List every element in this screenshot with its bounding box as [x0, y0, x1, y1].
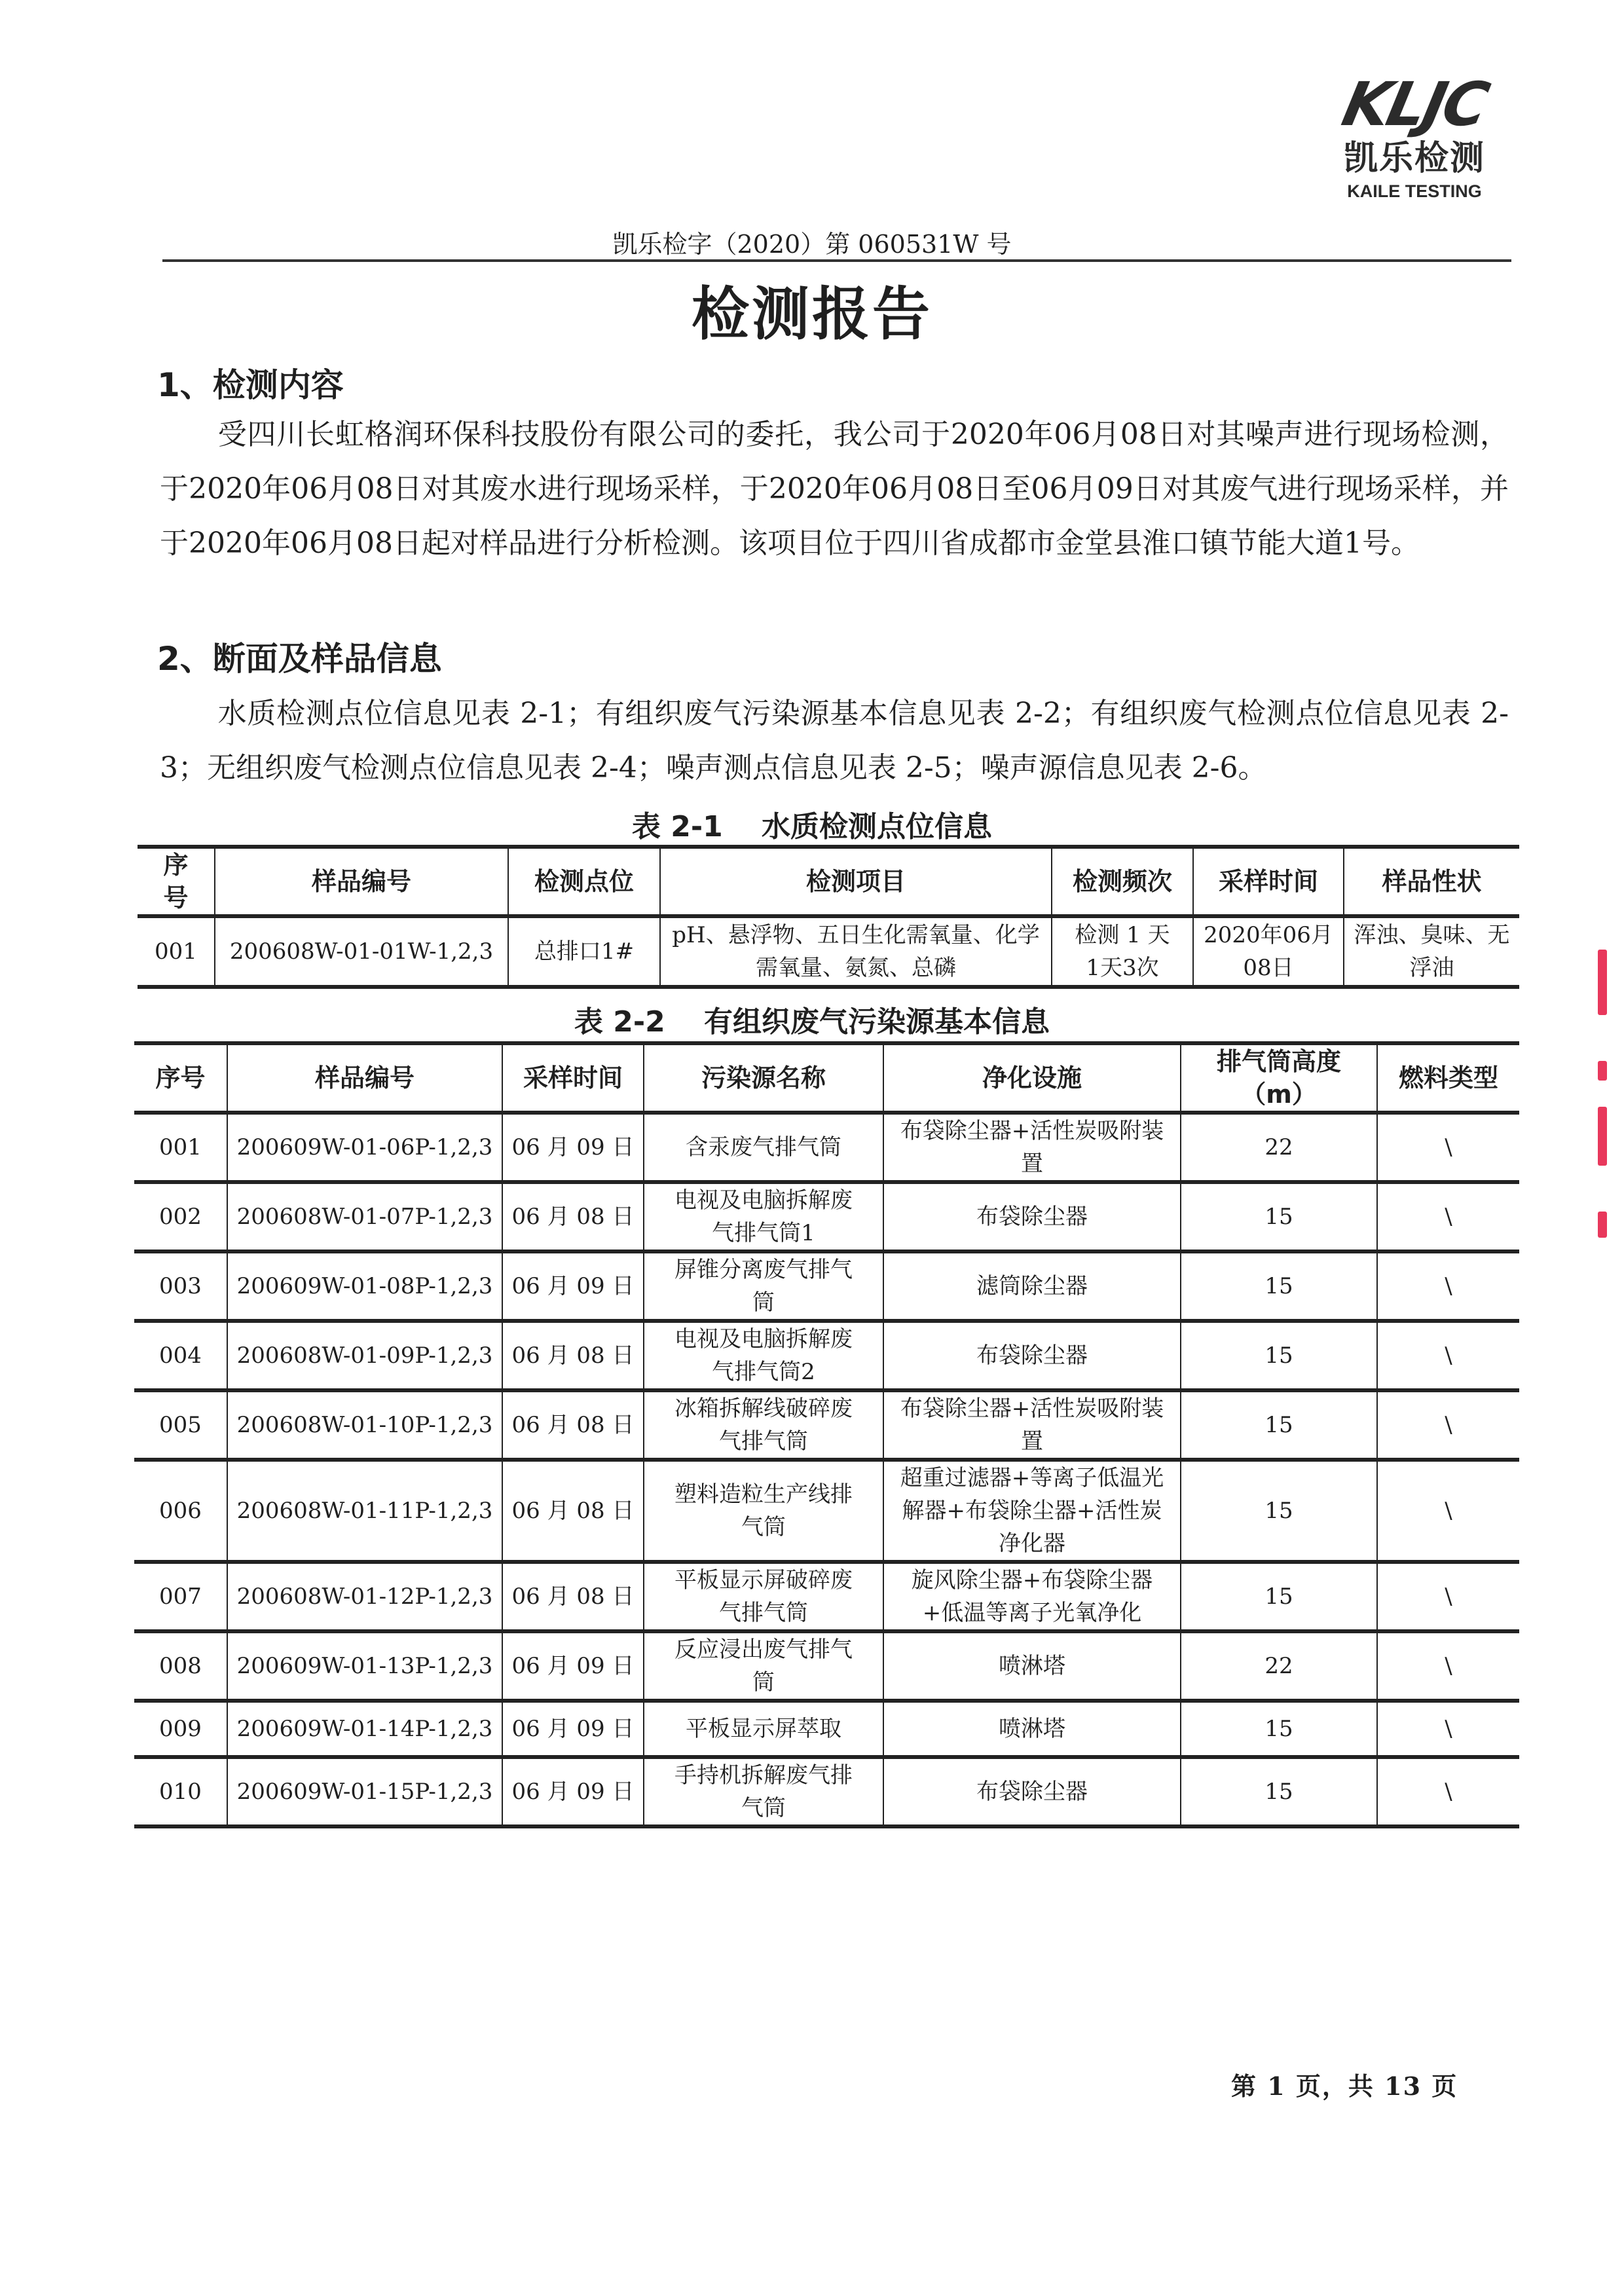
- cell-stack-height: 15: [1181, 1321, 1377, 1390]
- cell-stack-height: 15: [1181, 1562, 1377, 1631]
- cell-source-name: 塑料造粒生产线排气筒: [644, 1460, 883, 1562]
- section-2-body: [160, 686, 1509, 795]
- table-row: [138, 916, 1519, 987]
- cell-sampling-date: 06 月 08 日: [502, 1562, 644, 1631]
- header-cell: 样品编号: [215, 847, 508, 916]
- header-cell: 样品性状: [1344, 847, 1519, 916]
- section-1-body: [160, 407, 1509, 570]
- logo-name-cn: 凯乐检测: [1343, 139, 1485, 178]
- cell-fuel-type: \: [1377, 1390, 1519, 1460]
- table-row: [134, 1701, 1519, 1757]
- page-number: 第 1 页，共 13 页: [1231, 2071, 1458, 2101]
- cell-index: 002: [134, 1182, 227, 1251]
- header-cell: 燃料类型: [1377, 1043, 1519, 1113]
- cell-index: 001: [138, 916, 215, 987]
- cell-frequency: 检测 1 天 1天3次: [1052, 916, 1193, 987]
- cell-index: 009: [134, 1701, 227, 1757]
- header-cell: 样品编号: [227, 1043, 502, 1113]
- table-header-row: [134, 1043, 1519, 1113]
- cell-source-name: 含汞废气排气筒: [644, 1113, 883, 1182]
- cell-sampling-date: 06 月 09 日: [502, 1251, 644, 1321]
- cell-treatment: 布袋除尘器+活性炭吸附装置: [883, 1113, 1181, 1182]
- cell-sampling-date: 06 月 09 日: [502, 1757, 644, 1826]
- cell-treatment: 旋风除尘器+布袋除尘器+低温等离子光氧净化: [883, 1562, 1181, 1631]
- section-2-heading: 2、断面及样品信息: [157, 640, 442, 678]
- cell-treatment: 超重过滤器+等离子低温光解器+布袋除尘器+活性炭净化器: [883, 1460, 1181, 1562]
- cell-source-name: 冰箱拆解线破碎废气排气筒: [644, 1390, 883, 1460]
- section-1-heading: 1、检测内容: [157, 366, 344, 404]
- cell-index: 010: [134, 1757, 227, 1826]
- header-cell: 采样时间: [1193, 847, 1344, 916]
- cell-index: 003: [134, 1251, 227, 1321]
- header-cell: 检测频次: [1052, 847, 1193, 916]
- cell-sampling-date: 06 月 08 日: [502, 1182, 644, 1251]
- cell-sampling-date: 06 月 09 日: [502, 1631, 644, 1701]
- cell-source-name: 手持机拆解废气排气筒: [644, 1757, 883, 1826]
- cell-treatment: 喷淋塔: [883, 1701, 1181, 1757]
- cell-items: pH、悬浮物、五日生化需氧量、化学需氧量、氨氮、总磷: [660, 916, 1052, 987]
- header-cell: 序号: [138, 847, 215, 916]
- cell-sample-id: 200609W-01-13P-1,2,3: [227, 1631, 502, 1701]
- cell-index: 001: [134, 1113, 227, 1182]
- company-logo: [1323, 69, 1506, 203]
- cell-source-name: 屏锥分离废气排气筒: [644, 1251, 883, 1321]
- cell-stack-height: 15: [1181, 1390, 1377, 1460]
- cell-sample-id: 200608W-01-11P-1,2,3: [227, 1460, 502, 1562]
- table-2-2-caption: 表 2-2 有组织废气污染源基本信息: [574, 1005, 1050, 1039]
- section-1-text: 受四川长虹格润环保科技股份有限公司的委托，我公司于2020年06月08日对其噪声进行现场检测，于2020年06月08日对其废水进行现场采样，于2020年06月08日至06月09日对其废气进行现场采样，并于2020年06月08日起对样品进行分析检测。该项目位于四川省成都市金堂县淮口镇节能大道1号。: [160, 418, 1509, 560]
- cell-stack-height: 15: [1181, 1251, 1377, 1321]
- report-number: 凯乐检字（2020）第 060531W 号: [612, 230, 1012, 259]
- header-cell: 排气筒高度（m）: [1181, 1043, 1377, 1113]
- cell-stack-height: 15: [1181, 1701, 1377, 1757]
- cell-sample-id: 200609W-01-15P-1,2,3: [227, 1757, 502, 1826]
- cell-sample-state: 浑浊、臭味、无浮油: [1344, 916, 1519, 987]
- cell-sample-id: 200609W-01-08P-1,2,3: [227, 1251, 502, 1321]
- cell-sampling-date: 06 月 08 日: [502, 1460, 644, 1562]
- cell-sampling-date: 06 月 08 日: [502, 1321, 644, 1390]
- cell-treatment: 滤筒除尘器: [883, 1251, 1181, 1321]
- table-row: [134, 1631, 1519, 1701]
- cell-treatment: 喷淋塔: [883, 1631, 1181, 1701]
- cell-index: 006: [134, 1460, 227, 1562]
- header-divider: [162, 259, 1511, 262]
- cell-sample-id: 200608W-01-10P-1,2,3: [227, 1390, 502, 1460]
- cell-stack-height: 22: [1181, 1631, 1377, 1701]
- cell-treatment: 布袋除尘器: [883, 1182, 1181, 1251]
- table-row: [134, 1562, 1519, 1631]
- cell-sampling-date: 06 月 09 日: [502, 1701, 644, 1757]
- cell-stack-height: 15: [1181, 1460, 1377, 1562]
- seal-stamp-edge: [1598, 950, 1607, 1277]
- cell-index: 008: [134, 1631, 227, 1701]
- cell-sample-id: 200608W-01-09P-1,2,3: [227, 1321, 502, 1390]
- header-cell: 序号: [134, 1043, 227, 1113]
- cell-sampling-date: 06 月 09 日: [502, 1113, 644, 1182]
- cell-sample-id: 200608W-01-01W-1,2,3: [215, 916, 508, 987]
- table-row: [134, 1321, 1519, 1390]
- header-cell: 检测点位: [508, 847, 660, 916]
- cell-sample-id: 200609W-01-14P-1,2,3: [227, 1701, 502, 1757]
- cell-fuel-type: \: [1377, 1251, 1519, 1321]
- cell-stack-height: 15: [1181, 1182, 1377, 1251]
- table-2-1-caption: 表 2-1 水质检测点位信息: [631, 810, 993, 843]
- cell-sample-id: 200608W-01-07P-1,2,3: [227, 1182, 502, 1251]
- cell-fuel-type: \: [1377, 1321, 1519, 1390]
- cell-source-name: 电视及电脑拆解废气排气筒1: [644, 1182, 883, 1251]
- cell-fuel-type: \: [1377, 1113, 1519, 1182]
- cell-stack-height: 15: [1181, 1757, 1377, 1826]
- cell-sample-id: 200608W-01-12P-1,2,3: [227, 1562, 502, 1631]
- logo-mark: KLJC: [1336, 69, 1493, 139]
- cell-fuel-type: \: [1377, 1460, 1519, 1562]
- cell-treatment: 布袋除尘器: [883, 1757, 1181, 1826]
- header-cell: 净化设施: [883, 1043, 1181, 1113]
- table-header-row: [138, 847, 1519, 916]
- table-row: [134, 1182, 1519, 1251]
- cell-location: 总排口1#: [508, 916, 660, 987]
- cell-source-name: 电视及电脑拆解废气排气筒2: [644, 1321, 883, 1390]
- cell-treatment: 布袋除尘器: [883, 1321, 1181, 1390]
- cell-source-name: 平板显示屏萃取: [644, 1701, 883, 1757]
- cell-sampling-date: 06 月 08 日: [502, 1390, 644, 1460]
- header-cell: 采样时间: [502, 1043, 644, 1113]
- cell-stack-height: 22: [1181, 1113, 1377, 1182]
- cell-fuel-type: \: [1377, 1562, 1519, 1631]
- logo-name-en: KAILE TESTING: [1347, 181, 1482, 201]
- cell-sample-id: 200609W-01-06P-1,2,3: [227, 1113, 502, 1182]
- cell-source-name: 反应浸出废气排气筒: [644, 1631, 883, 1701]
- table-2-1-water-quality: [138, 845, 1519, 989]
- cell-index: 004: [134, 1321, 227, 1390]
- cell-treatment: 布袋除尘器+活性炭吸附装置: [883, 1390, 1181, 1460]
- cell-fuel-type: \: [1377, 1182, 1519, 1251]
- cell-fuel-type: \: [1377, 1701, 1519, 1757]
- table-2-2-organized-exhaust-sources: [134, 1041, 1519, 1828]
- table-row: [134, 1460, 1519, 1562]
- section-2-text: 水质检测点位信息见表 2-1；有组织废气污染源基本信息见表 2-2；有组织废气检测点位信息见表 2-3；无组织废气检测点位信息见表 2-4；噪声测点信息见表 2-5；噪声源信息见表 2-6。: [160, 697, 1509, 785]
- table-row: [134, 1757, 1519, 1826]
- table-row: [134, 1113, 1519, 1182]
- table-row: [134, 1251, 1519, 1321]
- cell-source-name: 平板显示屏破碎废气排气筒: [644, 1562, 883, 1631]
- cell-sampling-date: 2020年06月08日: [1193, 916, 1344, 987]
- page-title: 检测报告: [691, 280, 932, 348]
- cell-fuel-type: \: [1377, 1631, 1519, 1701]
- cell-index: 005: [134, 1390, 227, 1460]
- header-cell: 污染源名称: [644, 1043, 883, 1113]
- header-cell: 检测项目: [660, 847, 1052, 916]
- cell-index: 007: [134, 1562, 227, 1631]
- cell-fuel-type: \: [1377, 1757, 1519, 1826]
- table-row: [134, 1390, 1519, 1460]
